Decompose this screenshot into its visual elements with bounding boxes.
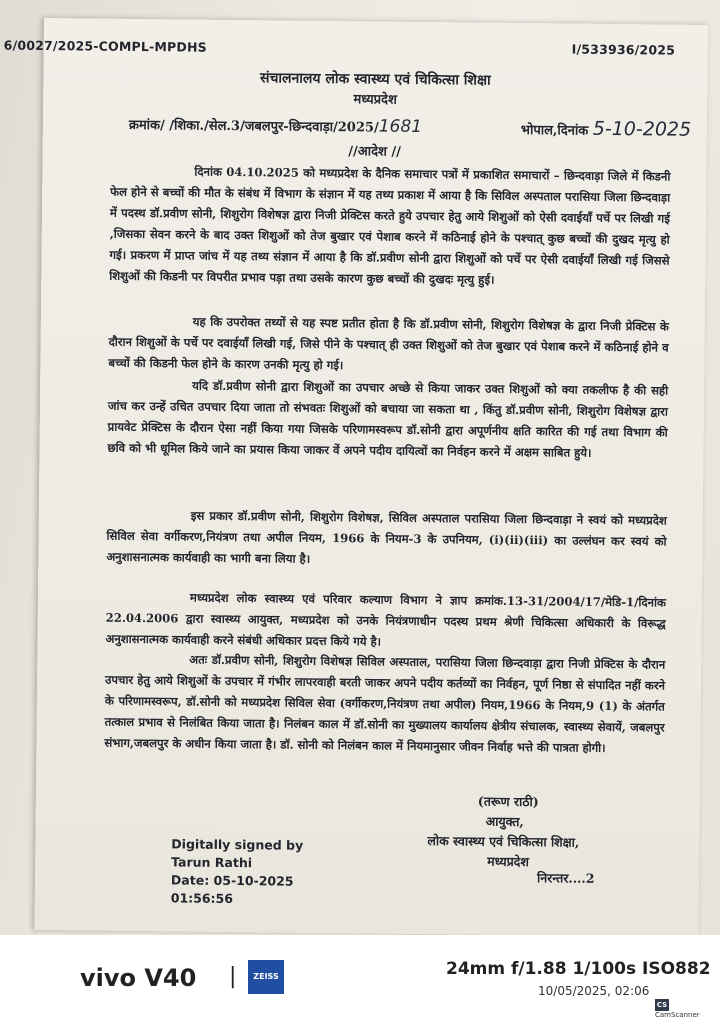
office-state: मध्यप्रदेश [353, 92, 397, 108]
camscanner-icon: CS [656, 1001, 668, 1009]
paragraph-3: यदि डॉ.प्रवीण सोनी द्वारा शिशुओं का उपचार अच्छे से किया जाकर उक्त शिशुओं को क्या तकलीफ है की सही जांच कर उन्हें उचित उपचार दिया जाता तो संभवतः शिशुओं को बचाया जा सकता था , किंतु डॉ.प्रवीण सोनी, शिशुरोग विशेषज्ञ द्वारा प्रायवेट प्रेक्टिस के दौरान ऐसा नहीं किया गया जिसके परिणामस्वरूप डॉ.सोनी द्वारा अपूर्णनीय क्षति कारित की गई तथा विभाग की छवि को भी धूमिल किये जाने का प्रयास किया जाकर वें अपने पदीय दायित्वों का निर्वहन करने में अक्षम साबित हुये। [107, 378, 669, 460]
reference-number-right: I/533936/2025 [571, 41, 676, 58]
watermark-separator: | [229, 964, 237, 989]
digital-signature-line2: Tarun Rathi [171, 854, 253, 871]
signatory-department: लोक स्वास्थ्य एवं चिकित्सा शिक्षा, [427, 833, 580, 850]
digital-signature [171, 835, 304, 908]
digital-signature-line3: Date: 05-10-2025 [170, 872, 294, 889]
continued-marker: निरन्तर....2 [536, 870, 595, 886]
order-heading: //आदेश // [348, 144, 401, 160]
order-number [129, 114, 422, 137]
signatory-designation: आयुक्त, [485, 813, 524, 830]
camscanner-badge [655, 999, 715, 1019]
order-sheet [3, 18, 708, 935]
signatory-state: मध्यप्रदेश [487, 853, 529, 870]
paragraph-6: अतः डॉ.प्रवीण सोनी, शिशुरोग विशेषज्ञ सिविल अस्पताल, परासिया जिला छिन्दवाड़ा द्वारा निजी प्रेक्टिस के दौरान उपचार हेतु आये शिशुओं के उपचार में गंभीर लापरवाही बरती जाकर अपने पदीय कर्तव्यों का निर्वहन, पूर्ण निष्ठा से संपादित नहीं करने के परिणामस्वरूप, डॉ.सोनी को मध्यप्रदेश सिविल सेवा (वर्गीकरण,नियंत्रण तथा अपील) नियम,1966 के नियम,9 (1) के अंतर्गत तत्काल प्रभाव से निलंबित किया जाता है। निलंबन काल में डॉ.सोनी का मुख्यालय कार्यालय क्षेत्रीय संचालक, स्वास्थ्य सेवायें, जबलपुर संभाग,जबलपुर के अधीन किया जाता है। डॉ. सोनी को निलंबन काल में नियमानुसार जीवन निर्वाह भत्ते की पात्रता होगी। [104, 652, 666, 755]
order-number-printed: क्रमांक/ /शिका./सेल.3/जबलपुर-छिन्दवाड़ा/2025/ [128, 117, 379, 136]
paragraph-1: दिनांक 04.10.2025 को मध्यप्रदेश के दैनिक समाचार पत्रों में प्रकाशित समाचारों – छिन्दवाड़ा जिले में किडनी फेल होने से बच्चों की मौत के संबंध में विभाग के संज्ञान में यह तथ्य प्रकाश में आया है कि सिविल अस्पताल परासिया जिला छिन्दवाड़ा में पदस्थ डॉ.प्रवीण सोनी, शिशुरोग विशेषज्ञ द्वारा निजी प्रेक्टिस करते हुये उपचार हेतु आये शिशुओं को ऐसी दवाईयाँ पर्चे पर लिखी गई ,जिसका सेवन करने के बाद उक्त शिशुओं को तेज बुखार एवं पेशाब करने में कठिनाई होने के पश्चात् कुछ बच्चों की दुखद मृत्यु हो गई। प्रकरण में प्राप्त जांच में यह तथ्य संज्ञान में आया है कि डॉ.प्रवीण सोनी द्वारा शिशुओं को पर्चे पर ऐसी दवाईयाँ लिखी गई जिससे शिशुओं की किडनी पर विपरीत प्रभाव पड़ा तथा उसके कारण कुछ बच्चों की दुखदः मृत्यु हुई। [109, 164, 671, 287]
place-date [521, 117, 692, 141]
zeiss-logo: ZEISS [248, 960, 284, 994]
order-number-handwritten: 1681 [378, 116, 423, 137]
digital-signature-line4: 01:56:56 [170, 890, 234, 907]
camera-watermark-bar [0, 935, 720, 1018]
camscanner-label: CamScanner [655, 1011, 700, 1019]
paragraph-5: मध्यप्रदेश लोक स्वास्थ्य एवं परिवार कल्याण विभाग ने ज्ञाप क्रमांक.13-31/2004/17/मेडि-1/दिनांक 22.04.2006 द्वारा स्वास्थ्य आयुक्त, मध्यप्रदेश को उनके नियंत्रणाधीन पदस्थ प्रथम श्रेणी चिकित्सा अधिकारी के विरूद्ध अनुशासनात्मक कार्यवाही करने संबंधी अधिकार प्रदत्त किये गये है। [105, 590, 666, 649]
paragraph-4: इस प्रकार डॉ.प्रवीण सोनी, शिशुरोग विशेषज्ञ, सिविल अस्पताल परासिया जिला छिन्दवाड़ा ने स्वयं को मध्यप्रदेश सिविल सेवा वर्गीकरण,नियंत्रण तथा अपील नियम, 1966 के नियम-3 के उपनियम, (i)(ii)(iii) का उल्लंघन कर स्वयं को अनुशासनात्मक कार्यवाही का भागी बना लिया है। [106, 508, 667, 566]
date-handwritten: 5-10-2025 [592, 117, 692, 141]
digital-signature-line1: Digitally signed by [171, 836, 304, 853]
signatory-name: (तरूण राठी) [477, 793, 539, 810]
camera-brand: vivo V40 [80, 964, 197, 992]
paragraph-2: यह कि उपरोक्त तथ्यों से यह स्पष्ट प्रतीत होता है कि डॉ.प्रवीण सोनी, शिशुरोग विशेषज्ञ के द्वारा निजी प्रेक्टिस के दौरान शिशुओं के पर्चे पर दवाईयाँ लिखी गई, जिसे पीने के पश्चात् ही उक्त शिशुओं को तेज बुखार एवं पेशाब करने में कठिनाई होने व बच्चों की किडनी फेल होने के कारण उनकी मृत्यु हो गई। [108, 314, 669, 373]
camera-specs: 24mm f/1.88 1/100s ISO882 [446, 959, 711, 979]
reference-number-left: 6/0027/2025-COMPL-MPDHS [3, 37, 207, 55]
camera-timestamp: 10/05/2025, 02:06 [538, 984, 650, 998]
place-date-label: भोपाल,दिनांक [520, 123, 589, 139]
office-title: संचालनालय लोक स्वास्थ्य एवं चिकित्सा शिक्षा [260, 70, 491, 89]
